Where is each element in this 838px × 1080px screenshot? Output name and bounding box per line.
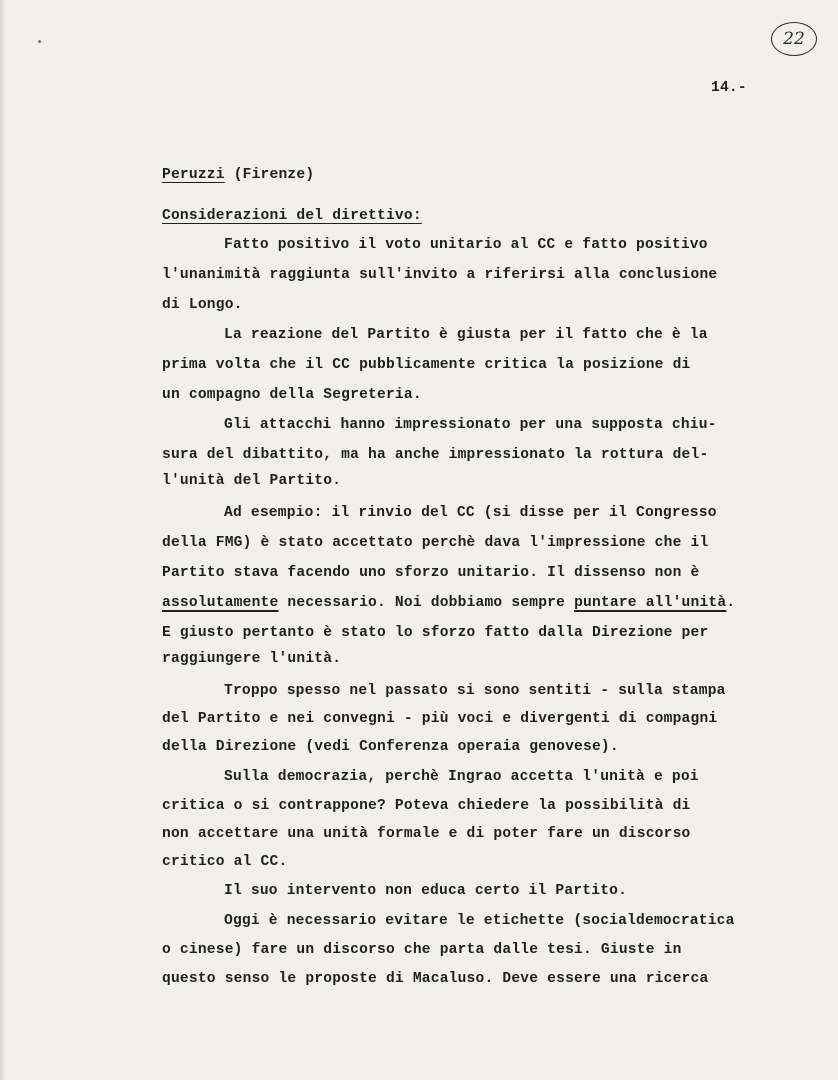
section-heading: Considerazioni del direttivo:	[162, 208, 422, 224]
text-line: un compagno della Segreteria.	[162, 387, 422, 403]
text-line: raggiungere l'unità.	[162, 651, 342, 667]
text-line: Il suo intervento non educa certo il Partito.	[224, 883, 628, 899]
text-line: critica o si contrappone? Poteva chiedere la possibilità di	[162, 798, 691, 814]
text-line: Oggi è necessario evitare le etichette (socialdemocratica	[224, 913, 735, 929]
text-line: questo senso le proposte di Macaluso. Deve essere una ricerca	[162, 971, 709, 987]
speaker-heading	[162, 166, 314, 184]
text-line: La reazione del Partito è giusta per il fatto che è la	[224, 327, 708, 343]
text-line: E giusto pertanto è stato lo sforzo fatto dalla Direzione per	[162, 625, 709, 641]
text-line: Partito stava facendo uno sforzo unitario. Il dissenso non è	[162, 565, 700, 581]
text-line: sura del dibattito, ma ha anche impressionato la rottura del-	[162, 447, 709, 463]
text-line: Fatto positivo il voto unitario al CC e fatto positivo	[224, 237, 708, 253]
page-number: 14.-	[711, 80, 747, 96]
text-line-with-underlines	[162, 594, 735, 612]
text-line: Gli attacchi hanno impressionato per una supposta chiu-	[224, 417, 717, 433]
text-line: l'unità del Partito.	[162, 473, 342, 489]
text-line: del Partito e nei convegni - più voci e divergenti di compagni	[162, 711, 718, 727]
text-line: prima volta che il CC pubblicamente critica la posizione di	[162, 357, 691, 373]
text-line: o cinese) fare un discorso che parta dalle tesi. Giuste in	[162, 942, 682, 958]
text-line: della Direzione (vedi Conferenza operaia genovese).	[162, 739, 619, 755]
text-line: Troppo spesso nel passato si sono sentiti - sulla stampa	[224, 683, 726, 699]
text-segment: .	[726, 595, 736, 611]
text-line: della FMG) è stato accettato perchè dava l'impressione che il	[162, 535, 709, 551]
text-line: Sulla democrazia, perchè Ingrao accetta l'unità e poi	[224, 769, 699, 785]
text-line: Ad esempio: il rinvio del CC (si disse per il Congresso	[224, 505, 717, 521]
text-line: non accettare una unità formale e di poter fare un discorso	[162, 826, 691, 842]
underlined-phrase: puntare all'unità	[574, 595, 727, 611]
page-edge-shadow	[0, 0, 6, 1080]
speaker-city: (Firenze)	[233, 167, 315, 183]
text-line: di Longo.	[162, 297, 243, 313]
paper-speck	[38, 40, 41, 43]
text-line: critico al CC.	[162, 854, 288, 870]
stamp-number: 22	[783, 29, 805, 49]
speaker-name: Peruzzi	[162, 167, 225, 183]
underlined-word: assolutamente	[162, 595, 279, 611]
text-line: l'unanimità raggiunta sull'invito a riferirsi alla conclusione	[162, 267, 718, 283]
text-segment: necessario. Noi dobbiamo sempre	[278, 595, 575, 611]
archive-number-stamp	[771, 22, 817, 56]
